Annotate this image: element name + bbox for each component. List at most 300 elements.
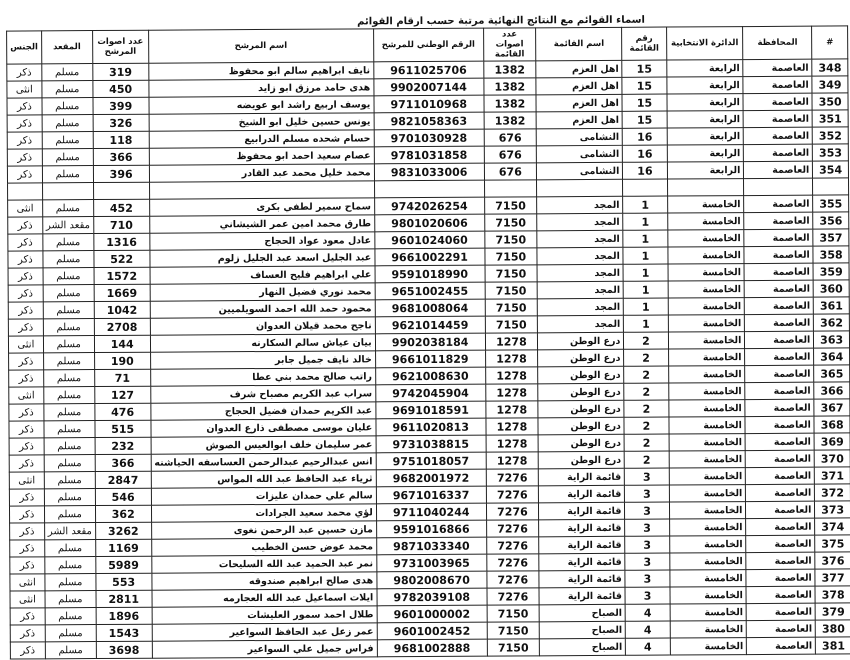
row-gender: ذكر [9,421,44,438]
row-list-votes: 7276 [487,571,540,588]
row-list-votes: 1278 [486,435,539,452]
row-governorate: العاصمة [746,518,815,535]
row-seat: مسلم [42,64,93,81]
row-gender: انثى [10,574,45,591]
row-list-number: 4 [626,621,670,638]
row-seat: مسلم [43,234,94,251]
row-national-id: 9661011829 [375,350,485,368]
row-candidate-name: علي ابراهيم فليح العساف [150,266,375,284]
row-district: الخامسة [670,621,747,638]
row-candidate-votes: 546 [95,488,151,505]
row-national-id: 9902038184 [375,333,485,351]
row-list-name: المجد [538,315,624,333]
row-district: الخامسة [669,553,746,570]
row-list-votes: 1278 [486,452,539,469]
row-list-name: قائمة الراية [539,519,625,537]
row-district: الرابعة [667,111,744,128]
row-candidate-name: مازن حسين عبد الرحمن نغوى [151,521,376,539]
row-gender: ذكر [7,115,42,132]
row-governorate: العاصمة [744,229,813,246]
row-list-votes: 7276 [486,520,539,537]
row-seat: مسلم [42,115,93,132]
row-candidate-votes: 1572 [94,267,150,284]
row-governorate: العاصمة [745,365,814,382]
row-governorate: العاصمة [745,399,814,416]
row-list-number: 1 [623,196,667,213]
row-seat: مسلم [43,268,94,285]
row-list-name: المجد [537,196,623,214]
row-candidate-votes: 710 [93,216,149,233]
row-gender: ذكر [10,523,45,540]
row-national-id: 9681008064 [375,299,485,317]
row-gender: ذكر [9,489,44,506]
row-gender: ذكر [8,268,43,285]
row-candidate-name: نمر عبد الحميد عبد الله السليحات [151,555,376,573]
row-gender: ذكر [9,438,44,455]
row-candidate-name: عبد الجليل اسعد عبد الجليل زلوم [150,249,375,267]
row-list-name: الصباح [539,638,625,656]
row-list-name: المجد [537,213,623,231]
row-district: الخامسة [668,349,745,366]
row-governorate: العاصمة [744,127,813,144]
row-candidate-votes: 144 [94,335,150,352]
row-candidate-votes: 553 [96,573,152,590]
row-candidate-votes: 3262 [95,522,151,539]
row-candidate-name: هدى صالح ابراهيم صندوقه [152,572,377,590]
row-candidate-name: محمد خليل محمد عبد القادر [149,164,374,182]
row-candidate-name: انس عبدالرحيم عبدالرحمن العساسفه الحياشنه [151,453,376,471]
row-gender: ذكر [10,608,45,625]
table-header-row [7,26,848,64]
row-candidate-name: لؤي محمد سعيد الجرادات [151,504,376,522]
row-seat: مسلم [43,370,94,387]
row-governorate: العاصمة [744,161,813,178]
row-gender: ذكر [7,98,42,115]
row-national-id: 9731038815 [376,435,486,453]
row-national-id: 9601002452 [377,622,487,640]
row-national-id: 9731003965 [377,554,487,572]
row-gender: انثى [8,336,43,353]
row-candidate-votes: 452 [93,199,149,216]
row-seq: 350 [812,93,848,110]
row-candidate-votes: 2811 [96,590,152,607]
row-district: الخامسة [669,536,746,553]
row-list-number: 1 [623,264,667,281]
row-national-id: 9682001972 [376,469,486,487]
row-list-votes: 676 [484,129,537,146]
row-seat: مسلم [43,251,94,268]
row-list-number: 16 [623,162,667,179]
row-gender: ذكر [9,353,44,370]
row-seat: مسلم [42,149,93,166]
row-seq: 372 [815,484,850,501]
row-district: الرابعة [666,60,743,77]
row-national-id: 9821058363 [374,112,484,130]
row-governorate: العاصمة [743,59,812,76]
row-governorate [744,178,813,195]
row-list-number: 1 [624,315,668,332]
row-national-id: 9651002455 [375,282,485,300]
row-district: الخامسة [668,247,745,264]
row-seat [42,183,93,200]
results-table [6,25,850,659]
row-governorate: العاصمة [744,212,813,229]
row-governorate: العاصمة [746,535,815,552]
row-list-number: 2 [624,434,668,451]
row-seq [813,178,849,195]
row-district: الخامسة [669,570,746,587]
header-seq: # [812,26,848,59]
row-candidate-votes: 71 [94,369,150,386]
row-governorate: العاصمة [746,586,815,603]
row-list-votes: 7276 [486,469,539,486]
row-candidate-name: سالم علي حمدان عليزات [151,487,376,505]
row-governorate: العاصمة [744,195,813,212]
row-candidate-votes: 2847 [95,471,151,488]
row-national-id: 9902007144 [374,78,484,96]
row-governorate: العاصمة [746,552,815,569]
row-list-votes: 7150 [485,282,538,299]
row-list-name: درع الوطن [538,349,624,367]
row-candidate-votes: 1169 [95,539,151,556]
row-district: الخامسة [668,400,745,417]
row-seat: مسلم [44,455,95,472]
page-title: اسماء القوائم مع النتائج النهائية مرتبة حسب ارقام القوائم [357,14,645,28]
row-governorate: العاصمة [745,297,814,314]
row-district: الخامسة [667,213,744,230]
row-seat: مسلم [43,353,94,370]
row-gender: انثى [7,81,42,98]
row-national-id: 9591018990 [375,265,485,283]
row-candidate-name: خالد نايف جميل جابر [150,351,375,369]
row-gender: ذكر [9,506,44,523]
row-seat: مسلم [45,608,96,625]
row-candidate-votes: 326 [93,114,149,131]
row-seat: مسلم [43,336,94,353]
row-list-number: 16 [623,128,667,145]
row-list-name: قائمة الراية [539,587,625,605]
row-gender: ذكر [8,285,43,302]
header-list-number: رقم القائمة [622,27,666,60]
row-list-number: 3 [625,502,669,519]
row-seq: 376 [815,552,850,569]
row-candidate-name: عمر زعل عبد الحافظ السواعير [152,623,377,641]
row-seq: 349 [812,76,848,93]
row-seat: مسلم [45,625,96,642]
row-list-votes: 7150 [485,265,538,282]
row-national-id: 9802008670 [377,571,487,589]
row-candidate-name: بيان عياش سالم السكارنه [150,334,375,352]
row-district [667,179,744,196]
row-seq: 360 [813,280,849,297]
header-candidate-votes: عدد اصوات المرشح [92,30,148,63]
row-candidate-votes: 362 [95,505,151,522]
results-sheet [6,13,850,657]
row-seq: 377 [815,569,850,586]
row-gender: انثى [10,591,45,608]
row-district: الخامسة [668,332,745,349]
row-seq: 373 [815,501,850,518]
row-list-number: 3 [625,485,669,502]
row-seq: 367 [814,399,850,416]
row-district: الخامسة [669,519,746,536]
row-seat: مسلم [44,489,95,506]
row-candidate-name: محمد نوري فضيل النهار [150,283,375,301]
row-list-number: 2 [625,451,669,468]
row-national-id: 9661002291 [375,248,485,266]
row-seq: 356 [813,212,849,229]
row-candidate-name: ناجح محمد قيلان العدوان [150,317,375,335]
row-seq: 353 [813,144,849,161]
row-national-id: 9611025706 [374,61,484,79]
row-seq: 378 [815,586,850,603]
row-candidate-name: سماح سمير لطفي بكرى [149,198,374,216]
row-district: الخامسة [669,468,746,485]
row-list-number [623,179,667,196]
row-list-votes [484,180,537,197]
row-list-name: النشامى [536,145,622,163]
row-seat: مسلم [42,98,93,115]
row-list-name: اهل العزم [536,77,622,95]
row-list-votes: 7276 [486,486,539,503]
row-list-name: درع الوطن [538,383,624,401]
row-gender: ذكر [8,217,43,234]
row-list-votes: 1382 [483,61,536,78]
row-national-id: 9621014459 [375,316,485,334]
row-list-name: قائمة الراية [539,553,625,571]
row-list-number: 2 [624,417,668,434]
row-governorate: العاصمة [746,467,815,484]
row-district: الخامسة [669,451,746,468]
row-district: الرابعة [667,128,744,145]
row-list-number: 4 [625,604,669,621]
row-seat: مسلم [45,574,96,591]
row-seq: 358 [813,246,849,263]
row-governorate: العاصمة [745,348,814,365]
row-candidate-votes: 450 [93,80,149,97]
row-seat: مقعد الشر [42,217,93,234]
row-list-number: 2 [624,400,668,417]
row-seq: 370 [814,450,850,467]
row-candidate-name: محمود حمد الله احمد السويلميين [150,300,375,318]
row-national-id: 9671016337 [376,486,486,504]
row-list-votes: 1278 [485,333,538,350]
row-seq: 380 [816,620,850,637]
row-list-name: النشامى [537,162,623,180]
row-candidate-votes: 366 [95,454,151,471]
row-gender: انثى [9,472,44,489]
row-district: الخامسة [670,587,747,604]
row-candidate-name: هدى حامد مرزق ابو زايد [149,79,374,97]
row-seq: 366 [814,382,850,399]
row-candidate-votes: 396 [93,165,149,182]
row-candidate-name: طارق محمد امين عمر الشيشاني [149,215,374,233]
row-seq: 374 [815,518,850,535]
row-seat: مسلم [44,472,95,489]
row-list-name: درع الوطن [538,417,624,435]
row-gender: ذكر [7,166,42,183]
row-seq: 381 [816,637,850,654]
row-list-number: 3 [625,536,669,553]
row-list-name: درع الوطن [538,434,624,452]
header-list-votes: عدد اصوات القائمة [483,28,536,61]
row-candidate-name: ثرياء عبد الحافظ عبد الله المواس [151,470,376,488]
row-district: الخامسة [667,230,744,247]
row-list-votes: 7150 [487,622,540,639]
row-list-name: اهل العزم [536,94,622,112]
row-candidate-name: نايف ابراهيم سالم ابو محفوظ [148,62,373,80]
row-candidate-votes: 1896 [96,607,152,624]
row-governorate: العاصمة [745,382,814,399]
row-list-number: 1 [623,230,667,247]
row-national-id: 9701030928 [374,129,484,147]
row-candidate-name: عصام سعيد احمد ابو محفوظ [149,147,374,165]
row-gender: انثى [8,200,43,217]
row-list-number: 15 [622,77,666,94]
row-list-name: قائمة الراية [539,536,625,554]
row-seq: 348 [812,59,848,76]
row-list-name: المجد [537,264,623,282]
row-seat: مسلم [44,404,95,421]
row-candidate-name: عمر سليمان خلف ابوالعيس الصوش [151,436,376,454]
row-governorate: العاصمة [745,314,814,331]
row-seat: مسلم [43,302,94,319]
row-national-id: 9681002888 [377,639,487,657]
row-seat: مسلم [44,421,95,438]
row-seq: 371 [815,467,850,484]
row-national-id: 9591016866 [376,520,486,538]
row-seq: 364 [814,348,850,365]
row-district: الخامسة [667,196,744,213]
row-list-name: اهل العزم [536,60,622,78]
row-seat: مسلم [43,285,94,302]
row-list-number: 1 [623,213,667,230]
row-list-name: الصباح [539,621,625,639]
row-seq: 368 [814,416,850,433]
row-seat: مسلم [44,387,95,404]
row-national-id: 9831033006 [374,163,484,181]
row-list-name: قائمة الراية [539,502,625,520]
header-district: الدائرة الانتخابية [666,27,743,60]
row-candidate-name: طلال احمد سمور العليشات [152,606,377,624]
row-district: الرابعة [667,162,744,179]
row-governorate: العاصمة [745,433,814,450]
header-governorate: المحافظة [743,26,812,59]
row-seq: 351 [812,110,848,127]
row-candidate-votes: 1669 [94,284,150,301]
row-district: الخامسة [668,298,745,315]
row-national-id: 9621008630 [375,367,485,385]
row-list-name: درع الوطن [538,332,624,350]
row-governorate: العاصمة [744,144,813,161]
row-seq: 357 [813,229,849,246]
row-district: الرابعة [667,94,744,111]
row-list-number: 1 [623,247,667,264]
row-national-id: 9601024060 [375,231,485,249]
row-list-number: 1 [624,298,668,315]
row-candidate-name: سراب عبد الكريم مصباح شرف [150,385,375,403]
row-candidate-name: عبد الكريم حمدان فضيل الحجاج [151,402,376,420]
row-candidate-votes: 399 [93,97,149,114]
row-list-number: 2 [624,366,668,383]
row-candidate-name: محمد عوض حسن الخطيب [151,538,376,556]
row-list-number: 2 [624,383,668,400]
row-governorate: العاصمة [743,76,812,93]
row-governorate: العاصمة [746,603,815,620]
row-candidate-votes [93,182,149,199]
row-district: الخامسة [668,366,745,383]
row-governorate: العاصمة [747,620,816,637]
row-seat: مسلم [45,642,96,659]
row-district: الخامسة [668,383,745,400]
row-national-id: 9871033340 [376,537,486,555]
row-candidate-votes: 232 [95,437,151,454]
row-list-number: 2 [624,349,668,366]
row-national-id: 9782039108 [377,588,487,606]
row-gender: ذكر [10,642,45,659]
row-seq: 365 [814,365,850,382]
row-seat: مسلم [42,132,93,149]
row-list-number: 15 [622,60,666,77]
row-list-votes: 676 [484,146,537,163]
row-candidate-votes: 127 [94,386,150,403]
row-district: الخامسة [668,264,745,281]
row-candidate-name: عادل معود عواد الحجاج [149,232,374,250]
row-list-votes: 7150 [487,639,540,656]
row-list-name: المجد [537,281,623,299]
row-seq: 352 [813,127,849,144]
row-list-number: 3 [625,519,669,536]
row-list-number: 3 [625,587,669,604]
row-list-votes: 7276 [487,588,540,605]
row-seq: 369 [814,433,850,450]
row-district: الخامسة [669,502,746,519]
row-list-votes: 7276 [486,503,539,520]
row-list-votes: 7150 [484,214,537,231]
row-list-number: 1 [624,281,668,298]
row-list-number: 15 [622,94,666,111]
row-list-votes: 7150 [485,248,538,265]
row-gender: ذكر [8,302,43,319]
row-list-number: 4 [626,638,670,655]
row-list-votes: 1278 [485,350,538,367]
row-seq: 362 [814,314,850,331]
row-seat: مقعد الشر [44,523,95,540]
row-gender: ذكر [10,557,45,574]
row-governorate: العاصمة [743,110,812,127]
row-gender: ذكر [9,455,44,472]
row-list-name: درع الوطن [538,451,624,469]
row-candidate-votes: 3698 [96,641,152,658]
row-national-id: 9601000002 [377,605,487,623]
row-seat: مسلم [44,506,95,523]
row-governorate: العاصمة [746,484,815,501]
row-list-votes: 7150 [484,197,537,214]
row-list-number: 2 [624,332,668,349]
row-candidate-votes: 522 [94,250,150,267]
row-list-votes: 7276 [486,537,539,554]
row-district: الرابعة [666,77,743,94]
row-national-id: 9611020813 [376,418,486,436]
row-list-name: درع الوطن [538,366,624,384]
row-governorate: العاصمة [744,246,813,263]
row-list-votes: 1382 [484,95,537,112]
row-list-votes: 1278 [485,384,538,401]
row-gender: انثى [9,387,44,404]
row-list-votes: 1382 [484,78,537,95]
row-candidate-votes: 319 [92,63,148,80]
row-national-id: 9742045904 [375,384,485,402]
